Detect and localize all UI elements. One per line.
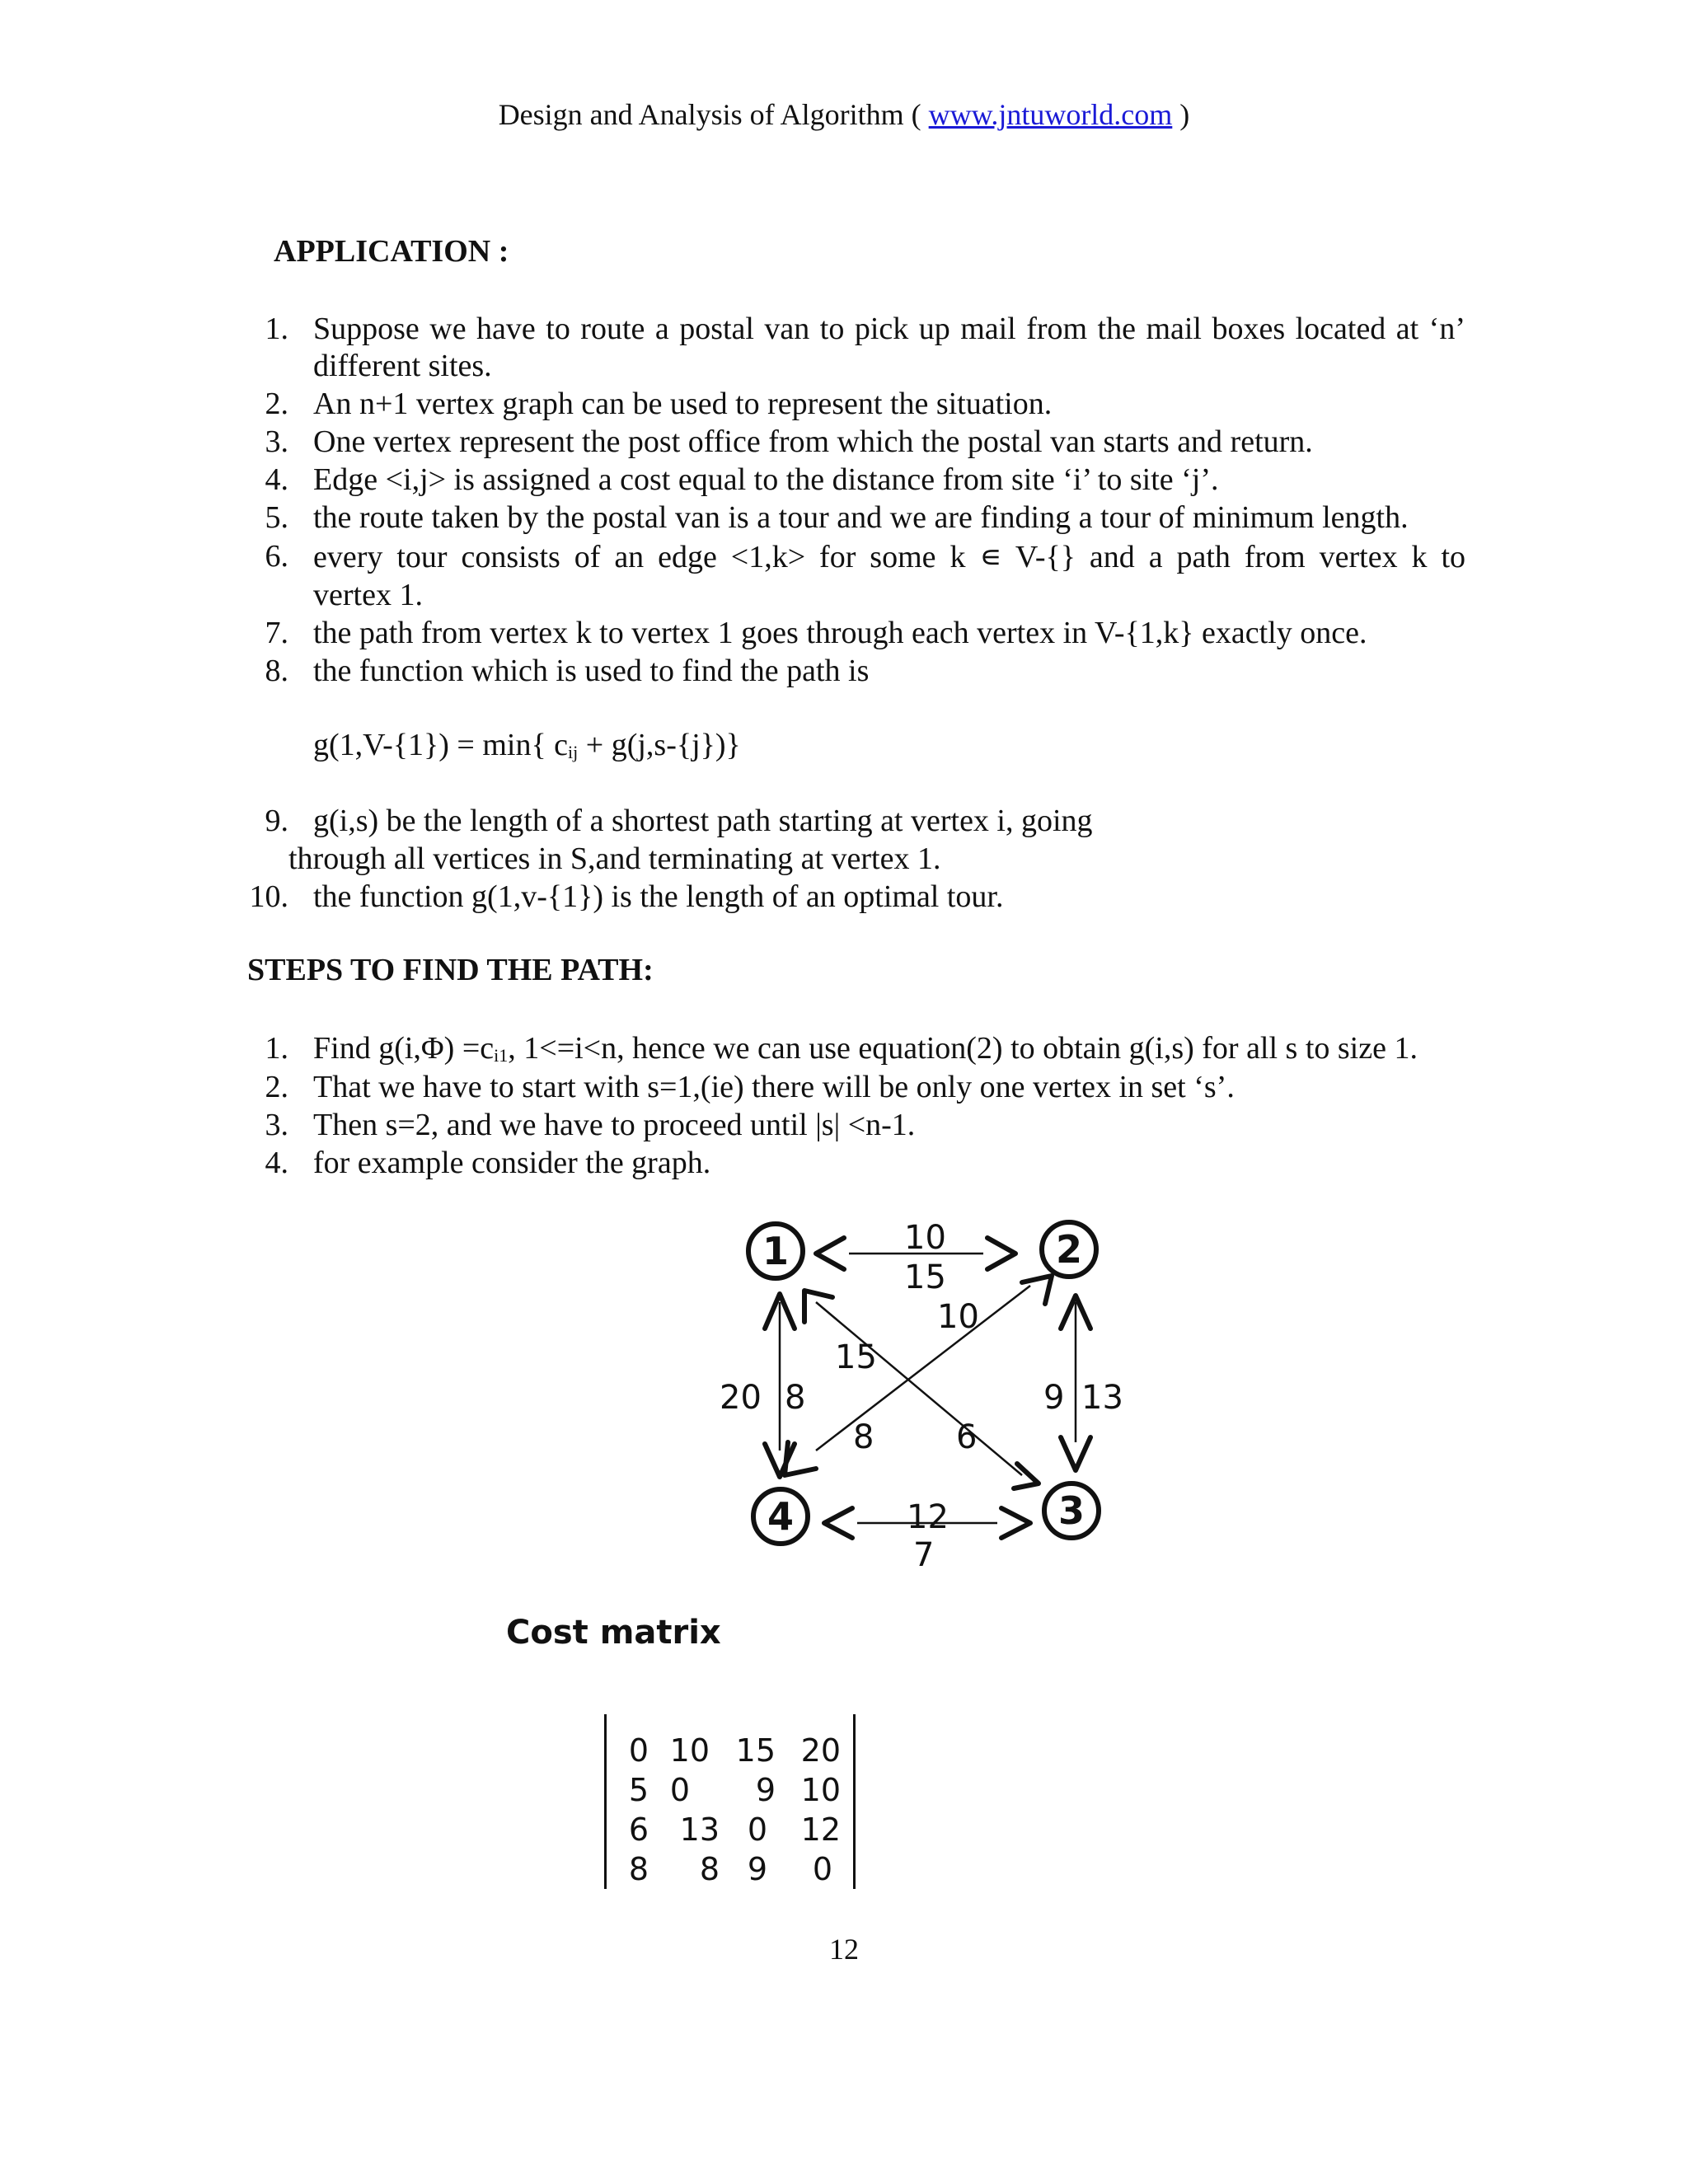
matrix-cell: 0 <box>669 1772 690 1808</box>
arrowhead-icon <box>804 1291 832 1322</box>
edge-weight: 9 <box>1043 1379 1065 1417</box>
list-item: every tour consists of an edge <1,k> for some k ∊ V-{} and a path from vertex k to <box>313 540 1465 574</box>
page-number: 12 <box>829 1933 859 1966</box>
list-item-number: 5. <box>265 500 288 535</box>
list-item-number: 2. <box>265 387 288 421</box>
list-item: Edge <i,j> is assigned a cost equal to the distance from site ‘i’ to site ‘j’. <box>313 462 1219 497</box>
formula-right: + g(j,s-{j})} <box>578 728 741 762</box>
matrix-row <box>604 1732 857 1772</box>
matrix-row <box>604 1811 857 1851</box>
cost-matrix <box>604 1714 857 1889</box>
list-item-number: 3. <box>265 424 288 459</box>
matrix-cell: 13 <box>679 1811 720 1848</box>
matrix-cell: 8 <box>628 1851 649 1887</box>
step-text-pre: Find g(i,Φ) =c <box>313 1031 495 1066</box>
edge-weight: 13 <box>1081 1379 1123 1417</box>
step-subscript: i1 <box>494 1045 509 1066</box>
list-item-continuation: different sites. <box>313 349 492 383</box>
list-item-number: 4. <box>265 1146 288 1180</box>
formula-left: g(1,V-{1}) = min{ c <box>313 728 569 762</box>
list-item: for example consider the graph. <box>313 1146 711 1180</box>
matrix-row <box>604 1772 857 1811</box>
edge-weight: 8 <box>785 1379 806 1417</box>
matrix-cell: 0 <box>747 1811 767 1848</box>
matrix-cell: 9 <box>747 1851 767 1887</box>
node-label: 3 <box>1057 1488 1085 1533</box>
edge-weight: 10 <box>904 1219 946 1257</box>
list-item-number: 3. <box>265 1108 288 1142</box>
edge-weight: 8 <box>853 1418 874 1456</box>
list-item: g(i,s) be the length of a shortest path starting at vertex i, going <box>313 804 1093 838</box>
list-item-number: 8. <box>265 654 288 688</box>
list-item-number: 6. <box>265 539 288 574</box>
list-item: An n+1 vertex graph can be used to represent the situation. <box>313 387 1053 421</box>
cost-matrix-title: Cost matrix <box>506 1614 721 1652</box>
application-heading: APPLICATION : <box>274 234 509 269</box>
list-item: One vertex represent the post office from which the postal van starts and return. <box>313 424 1313 459</box>
list-item: the path from vertex k to vertex 1 goes through each vertex in V-{1,k} exactly once. <box>313 616 1367 650</box>
step-text-post: , 1<=i<n, hence we can use equation(2) to obtain g(i,s) for all s to size 1. <box>508 1031 1418 1066</box>
matrix-cell: 15 <box>735 1732 776 1769</box>
edge-1-3 <box>816 1302 1022 1475</box>
edge-weight: 15 <box>904 1258 946 1296</box>
list-item-number: 9. <box>265 804 288 838</box>
header-link[interactable]: www.jntuworld.com <box>928 98 1173 131</box>
matrix-cell: 12 <box>800 1811 841 1848</box>
list-item-number: 4. <box>265 462 288 497</box>
list-item: Suppose we have to route a postal van to pick up mail from the mail boxes located at ‘n’ <box>313 312 1465 346</box>
list-item-number: 7. <box>265 616 288 650</box>
list-item-continuation: vertex 1. <box>313 578 423 612</box>
node-label: 4 <box>767 1494 795 1539</box>
matrix-cell: 8 <box>699 1851 720 1887</box>
list-item: the function g(1,v-{1}) is the length of an optimal tour. <box>313 879 1004 914</box>
edge-weight: 15 <box>835 1338 877 1376</box>
list-item-number: 1. <box>265 312 288 346</box>
list-item: the function which is used to find the path is <box>313 654 870 688</box>
arrowhead-icon <box>987 1238 1015 1269</box>
list-item: the route taken by the postal van is a tour and we are finding a tour of minimum length. <box>313 500 1409 535</box>
matrix-cell: 9 <box>755 1772 776 1808</box>
list-item-continuation: through all vertices in S,and terminating at vertex 1. <box>288 841 941 876</box>
edge-weight: 20 <box>720 1379 762 1417</box>
arrowhead-icon <box>816 1238 844 1269</box>
list-item: That we have to start with s=1,(ie) there will be only one vertex in set ‘s’. <box>313 1070 1235 1104</box>
matrix-cell: 0 <box>628 1732 649 1769</box>
node-label: 1 <box>762 1229 790 1273</box>
edge-weight: 10 <box>937 1298 979 1336</box>
list-item-number: 2. <box>265 1070 288 1104</box>
matrix-cell: 0 <box>812 1851 832 1887</box>
matrix-cell: 6 <box>628 1811 649 1848</box>
list-item-number: 10. <box>249 879 288 914</box>
list-item: Then s=2, and we have to proceed until |s| <n-1. <box>313 1108 916 1142</box>
header-title: Design and Analysis of Algorithm ( <box>498 98 929 131</box>
arrowhead-icon <box>1014 1464 1039 1488</box>
matrix-cell: 10 <box>800 1772 841 1808</box>
matrix-cell: 20 <box>800 1732 841 1769</box>
matrix-row <box>604 1851 857 1891</box>
edge-weight: 12 <box>907 1498 949 1536</box>
node-label: 2 <box>1055 1227 1083 1272</box>
arrowhead-icon <box>824 1508 852 1538</box>
matrix-cell: 10 <box>669 1732 710 1769</box>
formula-subscript: ij <box>568 742 579 762</box>
header-suffix: ) <box>1172 98 1190 131</box>
list-item-number: 1. <box>265 1031 288 1066</box>
edge-weight: 7 <box>913 1536 935 1574</box>
arrowhead-icon <box>1001 1508 1030 1538</box>
matrix-cell: 5 <box>628 1772 649 1808</box>
edge-weight: 6 <box>956 1418 978 1456</box>
steps-heading: STEPS TO FIND THE PATH: <box>247 953 654 987</box>
